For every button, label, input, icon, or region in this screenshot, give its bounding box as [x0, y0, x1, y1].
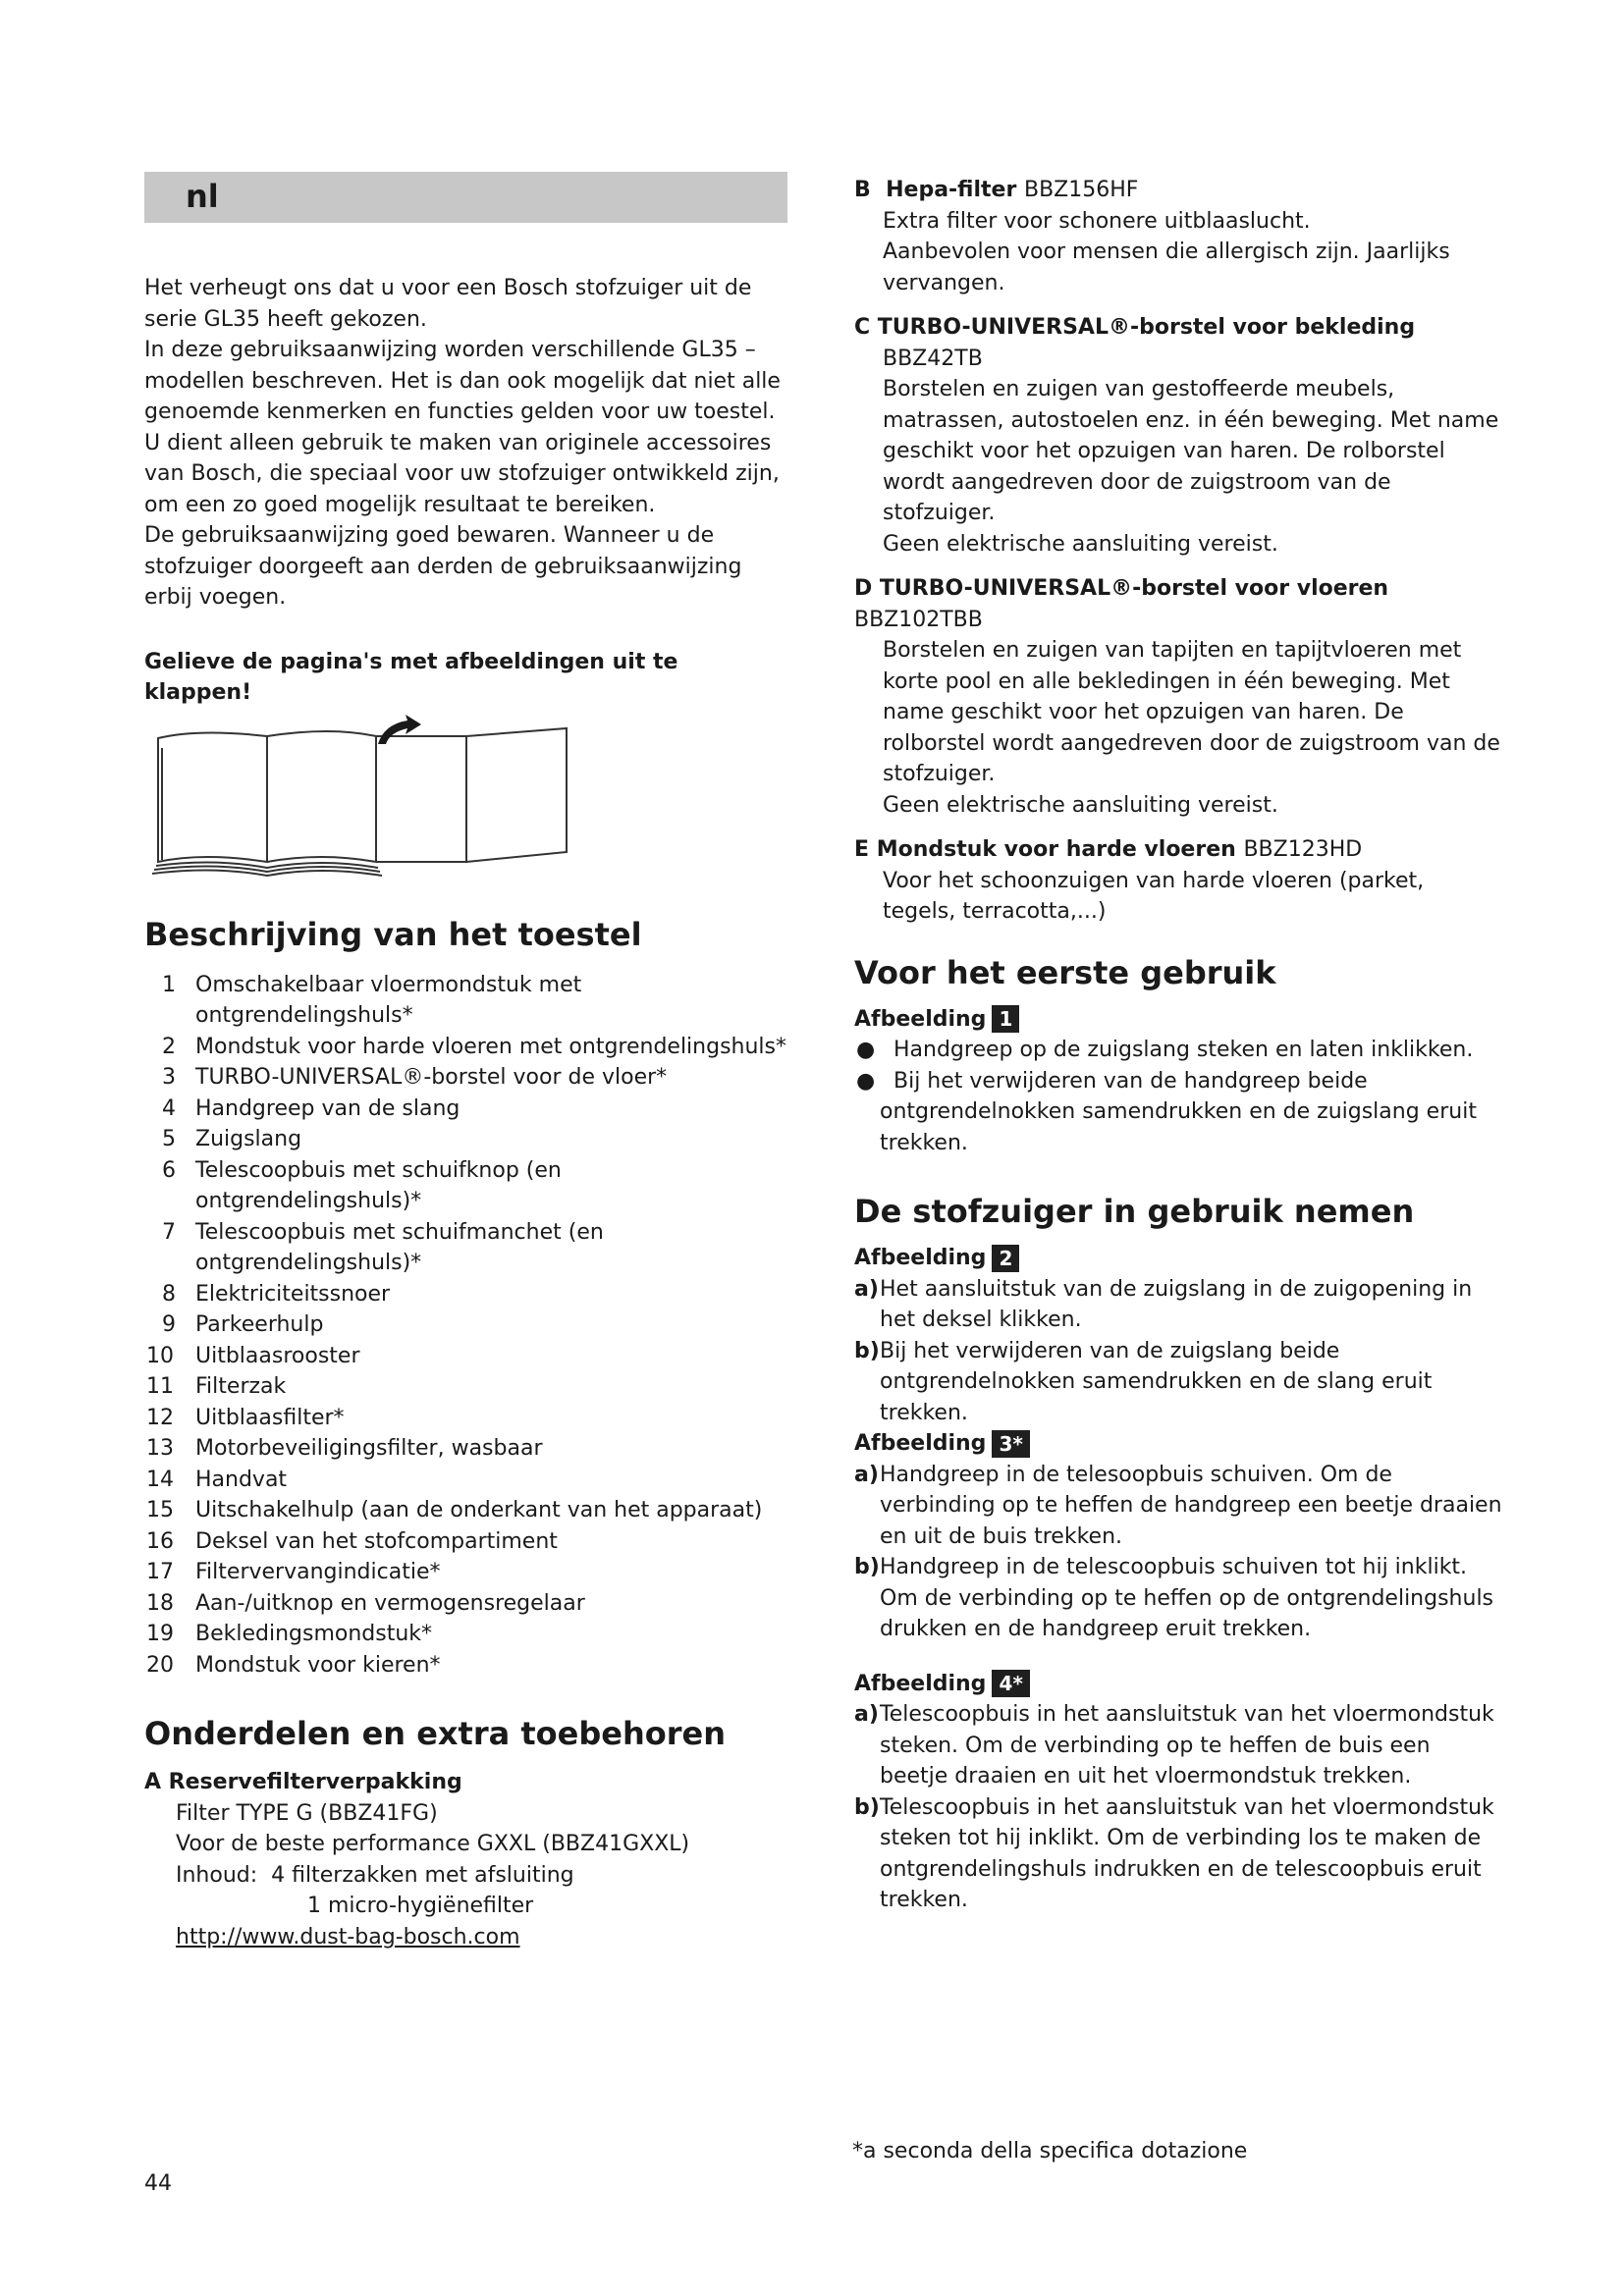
accessory-b-text: Extra filter voor schonere uitblaaslucht. — [883, 208, 1311, 234]
list-item: b) Handgreep in de telescoopbuis schuiven tot hij inklikt. Om de verbinding op te heffen op de ontgrendelingshuls drukken en de handgreep eruit trekken. — [854, 1555, 1494, 1641]
language-label: nl — [186, 178, 219, 215]
figure-4-steps — [854, 1699, 1502, 1916]
list-item: 14 Handvat — [146, 1467, 288, 1492]
list-item: 7 Telescoopbuis met schuifmanchet (en ontgrendelingshuls)* — [162, 1219, 604, 1275]
intro-paragraph: Het verheugt ons dat u voor een Bosch stofzuiger uit de serie GL35 heeft gekozen. — [144, 276, 752, 332]
list-item: 3 TURBO-UNIVERSAL®-borstel voor de vloer* — [162, 1065, 668, 1090]
figure-badge: 1 — [992, 1005, 1019, 1033]
operation-heading: De stofzuiger in gebruik nemen — [854, 1193, 1415, 1230]
list-item: 18 Aan-/uitknop en vermogensregelaar — [146, 1590, 585, 1616]
figure-label: Afbeelding 1 — [854, 1004, 1502, 1036]
intro-text — [144, 273, 792, 614]
list-item: 20 Mondstuk voor kieren* — [146, 1652, 441, 1678]
accessory-b — [854, 175, 1502, 298]
accessory-b-text: Aanbevolen voor mensen die allergisch zijn. Jaarlijks vervangen. — [883, 240, 1450, 295]
list-item: 17 Filtervervangindicatie* — [146, 1560, 441, 1584]
accessory-a-line: Filter TYPE G (BBZ41FG) — [176, 1800, 438, 1826]
figure-3-steps — [854, 1460, 1502, 1645]
accessory-c-text: Geen elektrische aansluiting vereist. — [883, 531, 1278, 557]
figure-2-steps — [854, 1274, 1502, 1429]
accessory-d — [854, 573, 1502, 821]
page-number: 44 — [144, 2171, 172, 2196]
accessories-heading: Onderdelen en extra toebehoren — [144, 1715, 726, 1752]
list-item: b) Telescoopbuis in het aansluitstuk van het vloermondstuk steken tot hij inklikt. Om de verbinding los te maken de ontgrendelingshuls indrukken en de telescoopbuis eruit trekken. — [854, 1794, 1494, 1912]
intro-paragraph: In deze gebruiksaanwijzing worden verschillende GL35 – modellen beschreven. Het is dan ook mogelijk dat niet alle genoemde kenmerken en functies gelden voor uw toestel. U dient alleen gebruik te maken van originele accessoires van Bosch, die speciaal voor uw stofzuiger ontwikkeld zijn, om een zo goed mogelijk resultaat te bereiken. — [144, 338, 781, 517]
first-use-bullets — [854, 1035, 1502, 1158]
list-item: 15 Uitschakelhulp (aan de onderkant van het apparaat) — [146, 1498, 763, 1522]
list-item: a) Handgreep in de telesoopbuis schuiven. Om de verbinding op te heffen de handgreep een beetje draaien en uit de buis trekken. — [854, 1462, 1502, 1549]
accessory-b-title: B Hepa-filter BBZ156HF — [854, 178, 1139, 202]
list-item: 9 Parkeerhulp — [162, 1312, 324, 1337]
accessory-a — [144, 1767, 792, 1952]
list-item: 19 Bekledingsmondstuk* — [146, 1622, 433, 1646]
left-column — [144, 273, 792, 1952]
accessory-a-contents: Inhoud: 4 filterzakken met afsluiting — [176, 1862, 574, 1888]
accessory-d-title: D TURBO-UNIVERSAL®-borstel voor vloeren — [854, 576, 1389, 601]
accessory-e-title: E Mondstuk voor harde vloeren BBZ123HD — [854, 837, 1363, 862]
accessory-c-text: Borstelen en zuigen van gestoffeerde meubels, matrassen, autostoelen enz. in één beweging. Met name geschikt voor het opzuigen van haren. De rolborstel wordt aangedreven door de zuigstroom van de stofzuiger. — [883, 377, 1499, 525]
accessory-d-text: Borstelen en zuigen van tapijten en tapijtvloeren met korte pool en alle bekledingen in één beweging. Met name geschikt voor het opzuigen van haren. De rolborstel wordt aangedreven door de zuigstroom van de stofzuiger. — [883, 638, 1500, 786]
list-item: b) Bij het verwijderen van de zuigslang beide ontgrendelnokken samendrukken en de slang eruit trekken. — [854, 1338, 1433, 1425]
list-item: 13 Motorbeveiligingsfilter, wasbaar — [146, 1436, 543, 1461]
list-item: 12 Uitblaasfilter* — [146, 1405, 345, 1430]
right-column — [854, 175, 1502, 1916]
accessory-a-line: 1 micro-hygiënefilter — [307, 1894, 534, 1918]
accessory-e — [854, 834, 1502, 928]
list-item: a) Telescoopbuis in het aansluitstuk van het vloermondstuk steken. Om de verbinding op te heffen de buis een beetje draaien en uit het vloermondstuk trekken. — [854, 1702, 1494, 1789]
list-item: ● Handgreep op de zuigslang steken en laten inklikken. — [854, 1035, 1502, 1066]
list-item: 4 Handgreep van de slang — [162, 1095, 460, 1121]
figure-label: Afbeelding 3* — [854, 1428, 1502, 1460]
list-item: 11 Filterzak — [146, 1374, 287, 1399]
accessory-d-text: Geen elektrische aansluiting vereist. — [883, 792, 1278, 818]
accessory-c-code: BBZ42TB — [883, 346, 983, 371]
list-item: 1 Omschakelbaar vloermondstuk met ontgrendelingshuls* — [162, 972, 582, 1028]
dust-bag-link[interactable]: http://www.dust-bag-bosch.com — [176, 1924, 520, 1949]
list-item: a) Het aansluitstuk van de zuigslang in de zuigopening in het deksel klikken. — [854, 1276, 1473, 1332]
first-use-heading: Voor het eerste gebruik — [854, 953, 1276, 991]
intro-paragraph: De gebruiksaanwijzing goed bewaren. Wanneer u de stofzuiger doorgeeft aan derden de gebruiksaanwijzing erbij voegen. — [144, 523, 742, 610]
figure-badge: 3* — [992, 1430, 1029, 1458]
bullet-icon: ● — [856, 1038, 876, 1062]
figure-label: Afbeelding 2 — [854, 1243, 1502, 1274]
list-item: 2 Mondstuk voor harde vloeren met ontgrendelingshuls* — [162, 1034, 787, 1059]
parts-list — [144, 970, 792, 1682]
list-item: ● Bij het verwijderen van de handgreep beide ontgrendelnokken samendrukken en de zuigslang eruit trekken. — [854, 1066, 1502, 1159]
unfold-pages-illustration — [144, 715, 576, 881]
accessory-a-line: Voor de beste performance GXXL (BBZ41GXXL) — [176, 1832, 690, 1856]
accessory-c — [854, 312, 1502, 560]
foldout-pages-icon — [144, 715, 576, 881]
accessory-a-title: A Reservefilterverpakking — [144, 1770, 462, 1794]
bullet-icon: ● — [856, 1068, 876, 1094]
list-item: 5 Zuigslang — [162, 1127, 302, 1151]
list-item: 8 Elektriciteitssnoer — [162, 1281, 391, 1307]
figure-badge: 2 — [992, 1245, 1019, 1272]
unfold-note: Gelieve de pagina's met afbeeldingen uit te klappen! — [144, 649, 678, 705]
description-heading: Beschrijving van het toestel — [144, 915, 642, 953]
accessory-c-title: C TURBO-UNIVERSAL®-borstel voor bekleding — [854, 315, 1416, 340]
figure-label: Afbeelding 4* — [854, 1669, 1502, 1700]
list-item: 6 Telescoopbuis met schuifknop (en ontgrendelingshuls)* — [162, 1157, 562, 1213]
language-header-bar — [144, 172, 787, 223]
list-item: 10 Uitblaasrooster — [146, 1343, 360, 1368]
accessory-e-text: Voor het schoonzuigen van harde vloeren (parket, tegels, terracotta,...) — [883, 868, 1425, 924]
figure-badge: 4* — [992, 1670, 1029, 1697]
accessory-d-code: BBZ102TBB — [854, 607, 983, 632]
list-item: 16 Deksel van het stofcompartiment — [146, 1528, 558, 1554]
footnote: *a seconda della specifica dotazione — [852, 2139, 1248, 2163]
